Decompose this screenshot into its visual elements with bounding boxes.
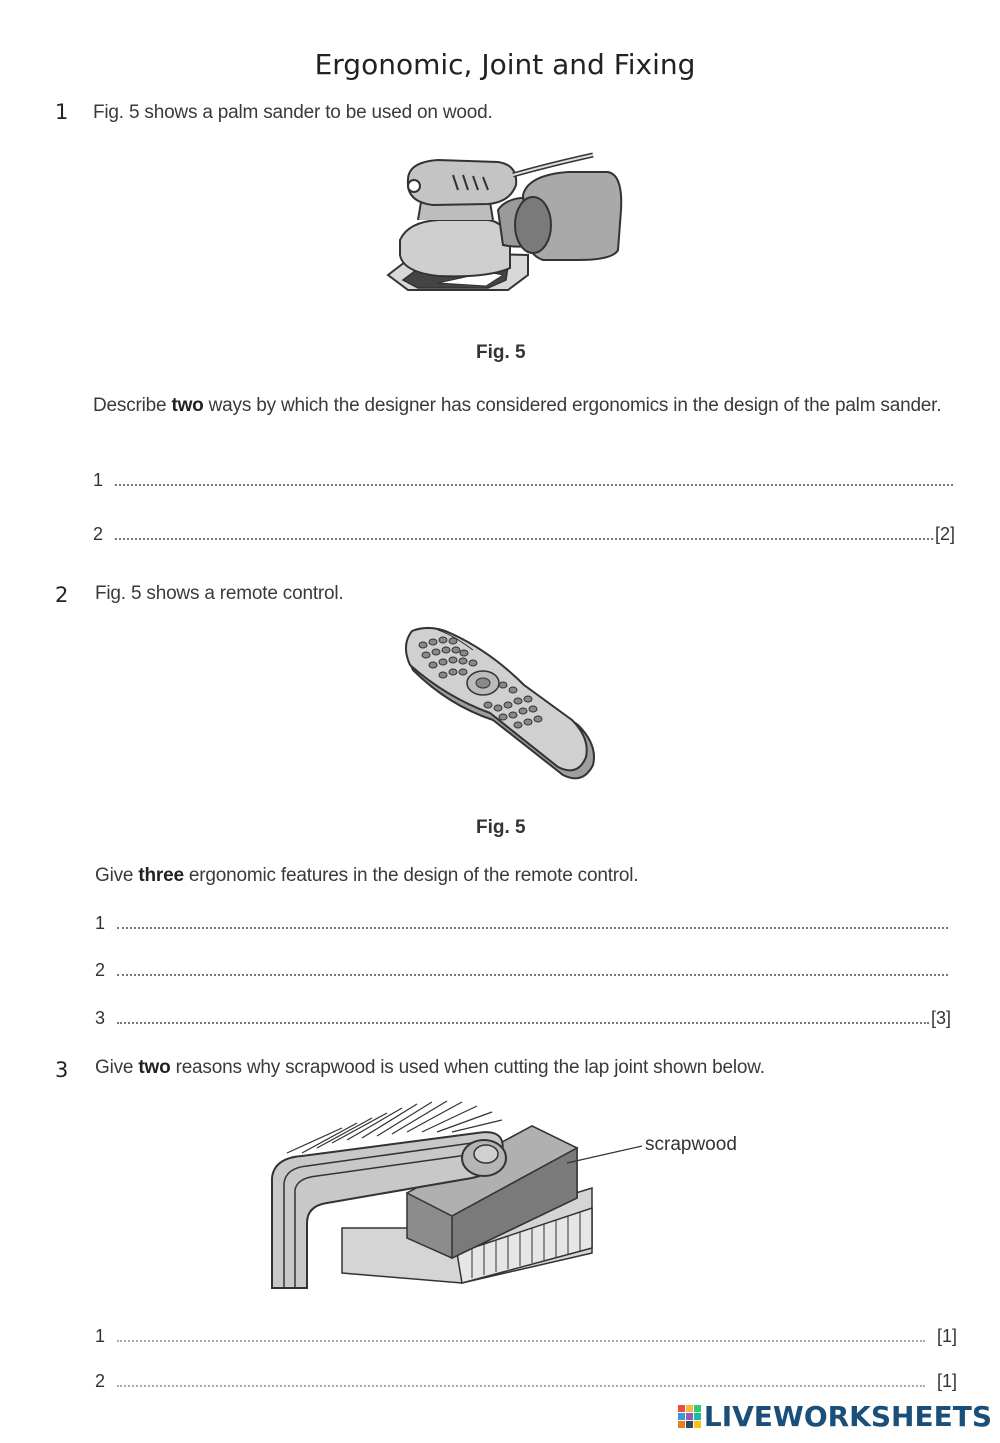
page-title: Ergonomic, Joint and Fixing: [314, 48, 696, 81]
liveworksheets-logo: [678, 1400, 992, 1433]
answer-line-2-3[interactable]: 3 [3]: [95, 1008, 951, 1029]
answer-input-3-2[interactable]: [119, 1364, 917, 1390]
lap-joint-figure: [262, 1098, 762, 1298]
figure-2-caption: Fig. 5: [476, 817, 526, 838]
scrapwood-leader-line: [567, 1146, 642, 1163]
marks-label: [3]: [930, 1008, 951, 1028]
question-2-prompt: Give three ergonomic features in the design of the remote control.: [95, 865, 639, 886]
palm-sander-figure: [378, 150, 628, 320]
sander-handle: [408, 160, 516, 205]
sander-switch: [408, 180, 420, 192]
answer-input-2-2[interactable]: [119, 953, 908, 979]
answer-line-1-2[interactable]: 2 [2]: [93, 524, 955, 545]
question-3-number: 3: [55, 1058, 69, 1082]
question-1-text: Fig. 5 shows a palm sander to be used on wood.: [93, 102, 493, 123]
answer-line-2-1[interactable]: 1: [95, 913, 948, 934]
answer-line-3-1[interactable]: 1 [1]: [95, 1326, 957, 1347]
answer-input-1-2[interactable]: [117, 517, 915, 543]
answer-input-2-1[interactable]: [119, 906, 908, 932]
sander-body: [400, 220, 510, 276]
answer-line-1-1[interactable]: 1: [93, 470, 953, 491]
logo-icon: [678, 1405, 701, 1428]
marks-label: [1]: [936, 1326, 957, 1346]
marks-label: [2]: [934, 524, 955, 544]
figure-1-caption: Fig. 5: [476, 342, 526, 363]
question-3-prompt: Give two reasons why scrapwood is used when cutting the lap joint shown below.: [95, 1057, 765, 1078]
answer-input-3-1[interactable]: [119, 1319, 917, 1345]
question-1-number: 1: [55, 100, 69, 124]
question-1-prompt: Describe two ways by which the designer has considered ergonomics in the design of the palm sander.: [93, 395, 942, 416]
remote-control-figure: [398, 625, 603, 785]
logo-text: LIVEWORKSHEETS: [703, 1400, 992, 1433]
answer-line-2-2[interactable]: 2: [95, 960, 948, 981]
question-2-number: 2: [55, 583, 69, 607]
answer-input-1-1[interactable]: [117, 463, 913, 489]
answer-input-2-3[interactable]: [119, 1001, 911, 1027]
scrapwood-label: scrapwood: [645, 1134, 737, 1155]
marks-label: [1]: [936, 1371, 957, 1391]
question-2-text: Fig. 5 shows a remote control.: [95, 583, 344, 604]
answer-line-3-2[interactable]: 2 [1]: [95, 1371, 957, 1392]
